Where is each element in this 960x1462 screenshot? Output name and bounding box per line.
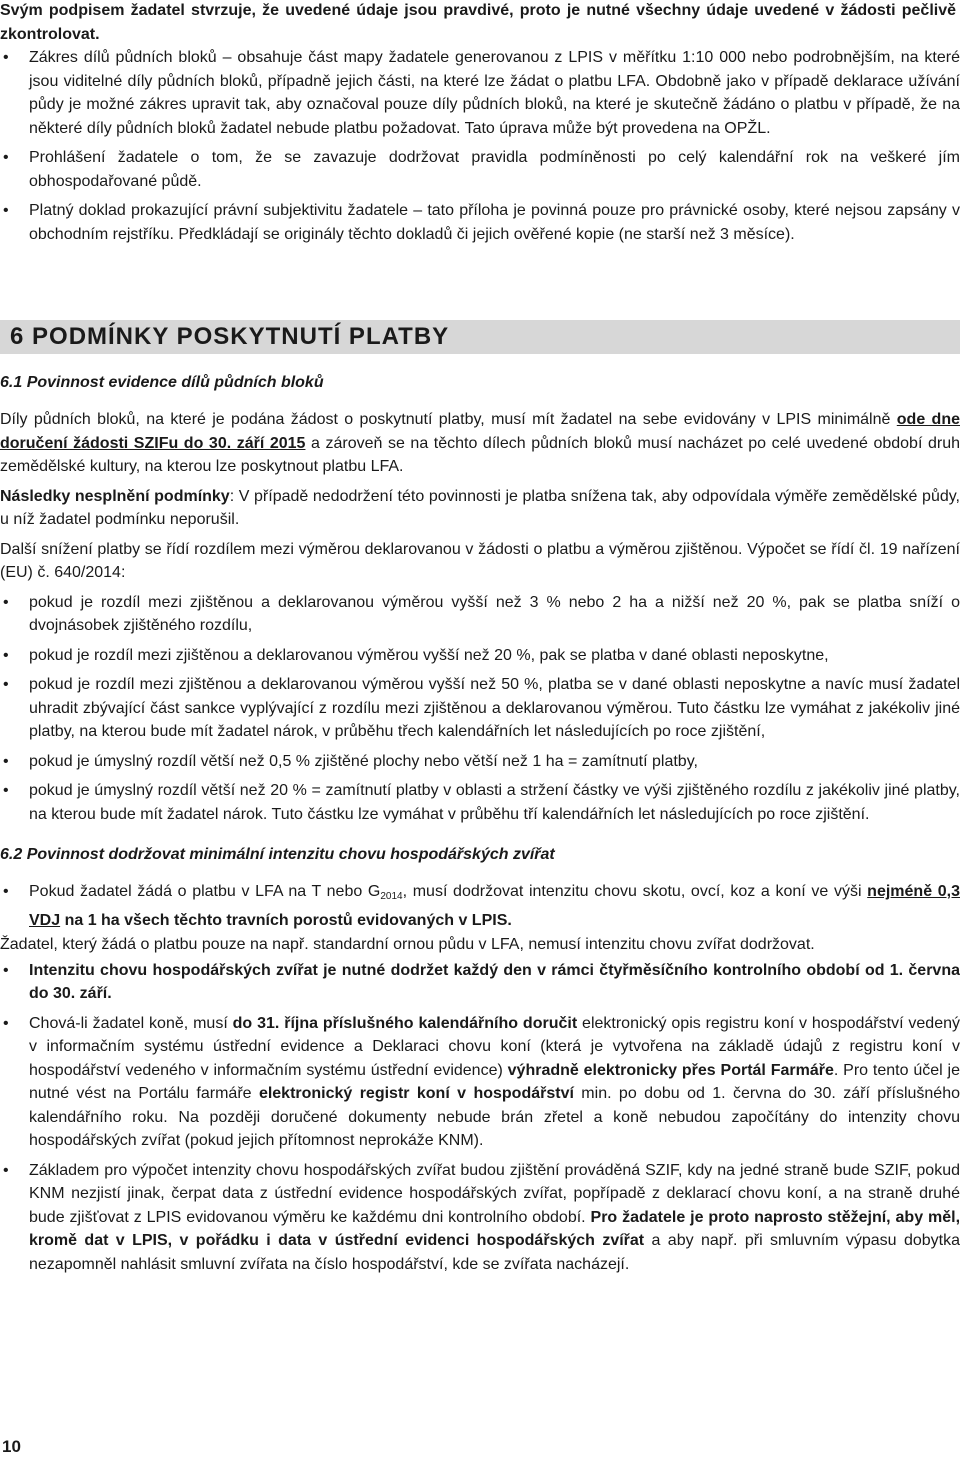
list-item: • Chová-li žadatel koně, musí do 31. října příslušného kalendářního doručit elektronický opis registru koní v hospodářství vedený v informačním systému ústřední evidence a Deklaraci chovu koní (která je vytvořena na základě údajů z registru koní v hospodářství vedeného v informačním systému ústřední evidence) výhradně elektronicky přes Portál Farmáře. Pro tento účel je nutné vést na Portálu farmáře elektronický registr koní v hospodářství min. po dobu od 1. června do 30. září příslušného kalendářního roku. Na později doručené dokumenty nebude brán zřetel a koně nebudou započítány do intenzity chovu hospodářských zvířat (pokud jejich přítomnost neprokáže KNM).	[0, 1012, 960, 1153]
page-number: 10	[2, 1437, 21, 1456]
intensity-bullet-list-a	[0, 880, 960, 932]
bullet-icon: •	[3, 49, 9, 66]
list-item: • Zákres dílů půdních bloků – obsahuje část mapy žadatele generovanou z LPIS v měřítku 1:10 000 nebo podrobnějším, na které jsou viditelné díly půdních bloků, případně jejich části, na které lze žádat o platbu LFA. Obdobně jako v případě deklarace užívání půdy je možné zákres upravit tak, aby označoval pouze díly půdních bloků, na které je skutečně žádáno o platbu v případě, že na některé díly půdních bloků žadatel nebude platbu požadovat. Tato úprava může být provedena na OPŽL.	[0, 46, 960, 140]
bullet-icon: •	[3, 752, 9, 770]
list-item: • Pokud žadatel žádá o platbu v LFA na T nebo $G_{2014}$, musí dodržovat intenzitu chovu skotu, ovcí, koz a koní ve výši nejméně 0,3 VDJ na 1 ha všech těchto travních porostů evidovaných v LPIS.	[0, 880, 960, 932]
bullet-icon: •	[3, 782, 9, 799]
section-header-bar	[0, 320, 960, 354]
list-item: • Základem pro výpočet intenzity chovu hospodářských zvířat budou zjištění prováděná SZIF, kdy na jedné straně bude SZIF, pokud KNM nezjistí jinak, čerpat data z ústřední evidence hospodářských zvířat, popřípadě z deklarací chovu koní, a na straně druhé bude zjišťovat z LPIS evidovanou výměru ke každému dni kontrolního období. Pro žadatele je proto naprosto stěžejní, aby měl, kromě dat v LPIS, v pořádku i data v ústřední evidenci hospodářských zvířat a aby např. při smluvním výpasu dobytka nezapomněl nahlásit smluvní zvířata na číslo hospodářství, kde se zvířata nacházejí.	[0, 1159, 960, 1277]
list-item: • Platný doklad prokazující právní subjektivitu žadatele – tato příloha je povinná pouze pro právnické osoby, které nejsou zapsány v obchodním rejstříku. Předkládají se originály těchto dokladů či jejich ověřené kopie (ne starší než 3 měsíce).	[0, 199, 960, 246]
list-item: • Intenzitu chovu hospodářských zvířat je nutné dodržet každý den v rámci čtyřměsíčního kontrolního období od 1. června do 30. září.	[0, 959, 960, 1006]
bullet-icon: •	[3, 676, 9, 693]
minimum-vdj-underlined: nejméně 0,3 VDJ	[29, 883, 960, 929]
bullet-icon: •	[3, 1014, 9, 1032]
paragraph-lpis-evidence: Díly půdních bloků, na které je podána žádost o poskytnutí platby, musí mít žadatel na sebe evidovány v LPIS minimálně ode dne doručení žádosti SZIFu do 30. září 2015 a zároveň se na těchto dílech půdních bloků musí nacházet po celé uvedené období druh zemědělské kultury, na kterou lze poskytnout platbu LFA.	[0, 411, 960, 475]
subsection-heading-6-2: 6.2 Povinnost dodržovat minimální intenzitu chovu hospodářských zvířat	[0, 846, 555, 863]
intro-text: Svým podpisem žadatel stvrzuje, že uvedené údaje jsou pravdivé, proto je nutné všechny údaje uvedené v žádosti pečlivě zkontrolovat.	[0, 2, 956, 43]
paragraph-reduction: Další snížení platby se řídí rozdílem mezi výměrou deklarovanou v žádosti o platbu a výměrou zjištěnou. Výpočet se řídí čl. 19 nařízení (EU) č. 640/2014:	[0, 540, 960, 581]
list-item: • Prohlášení žadatele o tom, že se zavazuje dodržovat pravidla podmíněnosti po celý kalendářní rok na veškeré jím obhospodařované půdě.	[0, 146, 960, 193]
list-item: • pokud je úmyslný rozdíl větší než 0,5 % zjištěné plochy nebo větší než 1 ha = zamítnutí platby,	[0, 750, 960, 774]
list-item: • pokud je rozdíl mezi zjištěnou a deklarovanou výměrou vyšší než 20 %, pak se platba v dané oblasti neposkytne,	[0, 644, 960, 668]
bullet-icon: •	[3, 646, 9, 664]
paragraph-arable-only: Žadatel, který žádá o platbu pouze na např. standardní ornou půdu v LFA, nemusí intenzitu chovu zvířat dodržovat.	[0, 936, 815, 953]
paragraph-consequences: Následky nesplnění podmínky: V případě nedodržení této povinnosti je platba snížena tak, aby odpovídala výměře zemědělské půdy, u níž žadatel podmínku neporušil.	[0, 487, 960, 528]
list-item: • pokud je úmyslný rozdíl větší než 20 % = zamítnutí platby v oblasti a stržení částky ve výši zjištěného rozdílu z jakékoliv jiné platby, na kterou bude mít žadatel nárok. Tuto částku lze vymáhat v průběhu tří kalendářních let následujících po roce zjištění.	[0, 779, 960, 826]
bullet-icon: •	[3, 593, 9, 611]
reduction-bullet-list	[0, 591, 960, 827]
list-item: • pokud je rozdíl mezi zjištěnou a deklarovanou výměrou vyšší než 50 %, platba se v dané oblasti neposkytne a navíc musí žadatel uhradit zbývající část sankce vyplývající z rozdílu mezi zjištěnou a deklarovanou výměrou. Tuto částku lze vymáhat z jakékoliv jiné platby, na kterou bude mít žadatel nárok, v průběhu třech kalendářních let následujících po roce zjištění,	[0, 673, 960, 744]
bullet-icon: •	[3, 883, 9, 900]
list-item: • pokud je rozdíl mezi zjištěnou a deklarovanou výměrou vyšší než 3 % nebo 2 ha a nižší než 20 %, pak se platba sníží o dvojnásobek zjištěného rozdílu,	[0, 591, 960, 638]
deadline-underlined: ode dne doručení žádosti SZIFu do 30. září 2015	[0, 411, 960, 452]
bullet-icon: •	[3, 149, 9, 166]
consequences-label: Následky nesplnění podmínky	[0, 487, 230, 505]
subsection-heading-6-1: 6.1 Povinnost evidence dílů půdních bloků	[0, 374, 324, 391]
bullet-icon: •	[3, 202, 9, 219]
intensity-bullet-list-b	[0, 959, 960, 1277]
section-title: 6 PODMÍNKY POSKYTNUTÍ PLATBY	[10, 323, 450, 350]
bullet-icon: •	[3, 1161, 9, 1179]
intro-bullet-list	[0, 46, 960, 246]
bullet-icon: •	[3, 961, 9, 979]
